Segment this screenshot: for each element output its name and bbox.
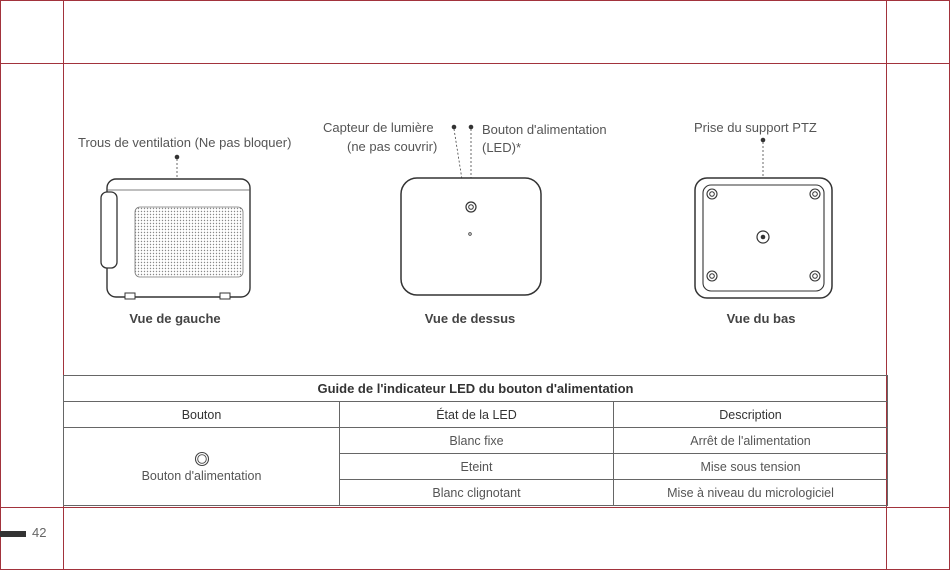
header-rule: [0, 63, 950, 64]
top-border: [0, 0, 950, 1]
power-button-callout-line1: Bouton d'alimentation: [482, 122, 607, 137]
power-button-callout-dot: [469, 125, 474, 130]
top-view-caption: Vue de dessus: [424, 311, 516, 326]
ptz-callout-dot: [761, 138, 766, 143]
page-marker-bar: [0, 531, 26, 537]
vent-callout: Trous de ventilation (Ne pas bloquer): [78, 135, 292, 150]
handle: [101, 192, 117, 268]
light-sensor-icon: [469, 233, 472, 236]
light-sensor-callout-line2: (ne pas couvrir): [347, 139, 438, 154]
table-header-row: [64, 402, 888, 428]
power-button-icon: [194, 451, 210, 467]
device-body-top: [401, 178, 541, 295]
button-label: Bouton d'alimentation: [141, 468, 262, 483]
footer-rule: [0, 507, 950, 508]
vent-grille: [135, 207, 243, 277]
vent-callout-dot: [175, 155, 180, 160]
led-guide-table: [63, 375, 888, 506]
button-cell: [64, 428, 340, 506]
ptz-callout: Prise du support PTZ: [694, 120, 817, 135]
header-button: Bouton: [64, 402, 340, 428]
bottom-view-illustration: [690, 133, 840, 303]
left-border: [0, 0, 1, 570]
description-cell: Mise sous tension: [614, 454, 888, 480]
left-view-illustration: [95, 150, 265, 305]
description-cell: Arrêt de l'alimentation: [614, 428, 888, 454]
header-description: Description: [614, 402, 888, 428]
power-button-callout-line2: (LED)*: [482, 140, 522, 155]
left-view-caption: Vue de gauche: [129, 311, 221, 326]
description-cell: Mise à niveau du micrologiciel: [614, 480, 888, 506]
page-number: 42: [32, 525, 47, 540]
led-state-cell: Blanc fixe: [340, 428, 614, 454]
bottom-view-caption: Vue du bas: [726, 311, 796, 326]
light-sensor-callout-line1: Capteur de lumière: [323, 120, 434, 135]
header-led-state: État de la LED: [340, 402, 614, 428]
led-state-cell: Blanc clignotant: [340, 480, 614, 506]
light-sensor-callout-dot: [452, 125, 457, 130]
table-title: Guide de l'indicateur LED du bouton d'alimentation: [64, 376, 888, 402]
table-row: [64, 428, 888, 454]
top-view-illustration: [395, 118, 555, 303]
led-state-cell: Eteint: [340, 454, 614, 480]
